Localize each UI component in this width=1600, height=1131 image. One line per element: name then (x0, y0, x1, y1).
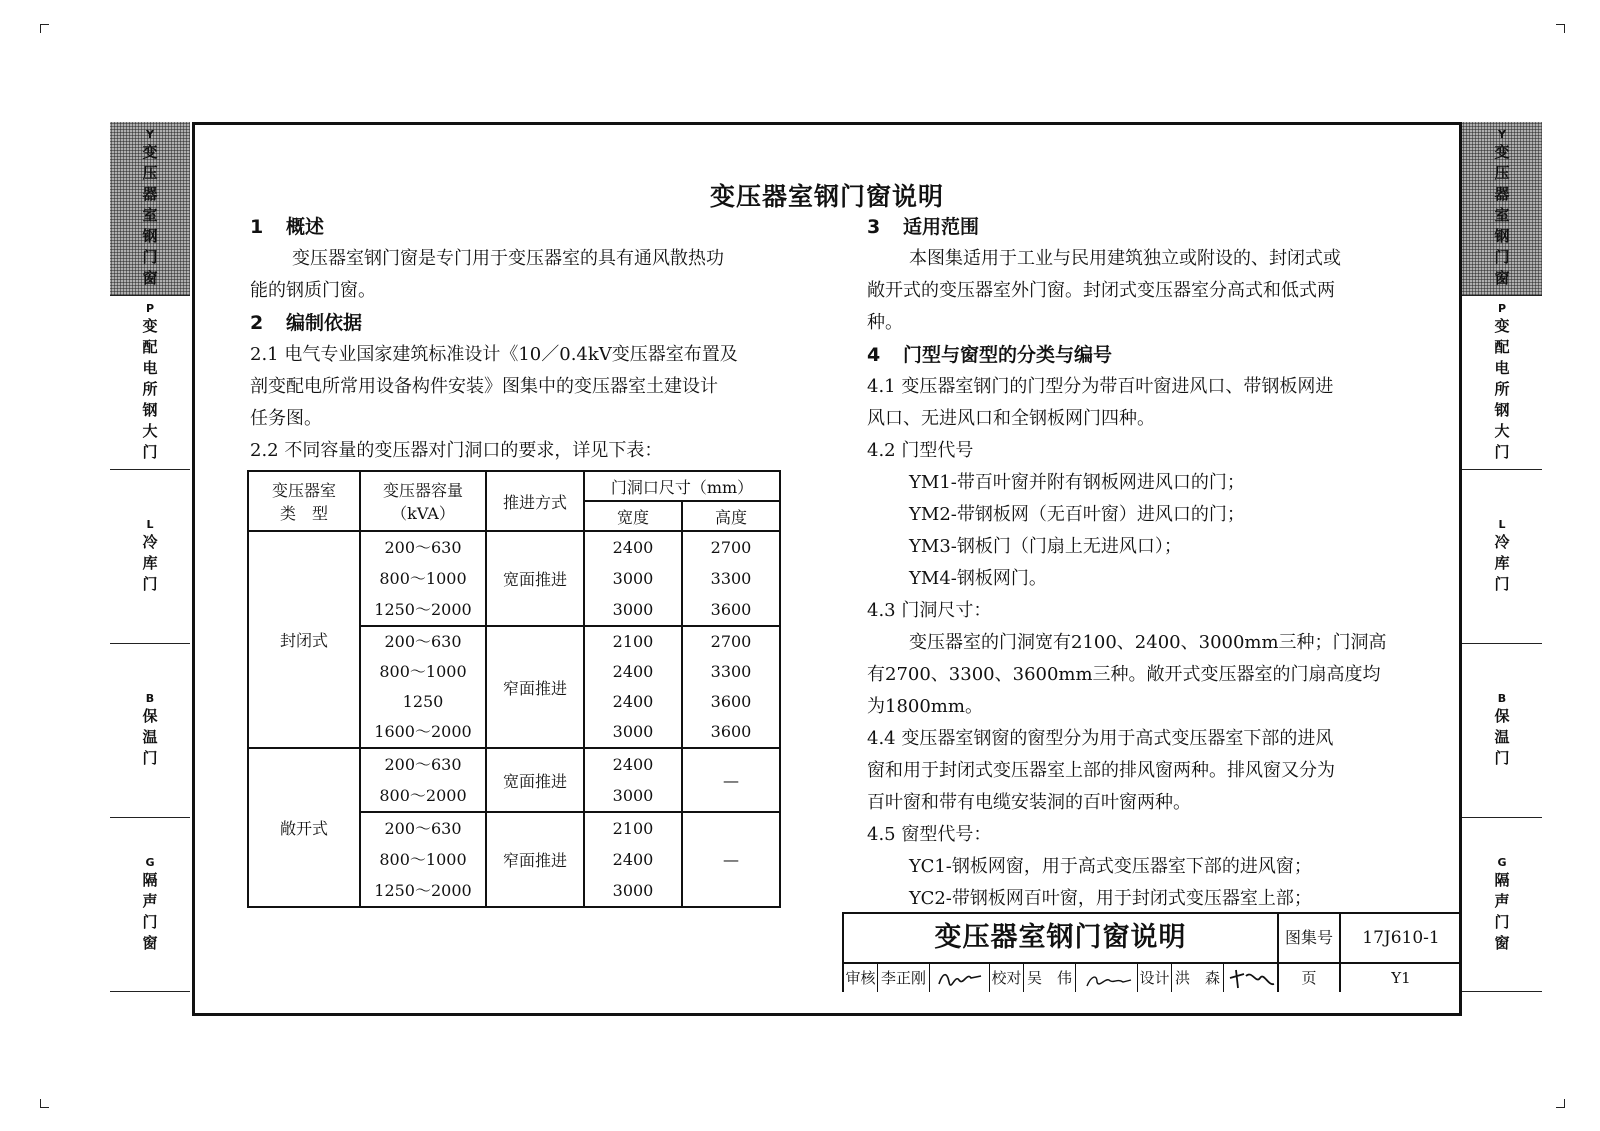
review-label: 审核 (844, 964, 878, 992)
width-cell: 2100 2400 3000 (584, 812, 682, 907)
checker-name: 吴 伟 (1024, 964, 1076, 992)
left-column (250, 211, 790, 467)
left-index-tabs (110, 122, 190, 1020)
atlas-number: 17J610-1 (1362, 928, 1440, 948)
basis-2-1-line1: 2.1 电气专业国家建筑标准设计《10／0.4kV变压器室布置及 (250, 344, 738, 365)
right-column (867, 211, 1407, 915)
tab-g-soundproof-door[interactable]: G 隔 声 门 窗 (1462, 818, 1542, 992)
push-method-cell: 窄面推进 (486, 626, 584, 748)
header-height: 高度 (682, 501, 780, 531)
door-opening-table (247, 470, 781, 908)
height-cell: 2700 3300 3600 3600 (682, 626, 780, 748)
push-method-cell: 宽面推进 (486, 531, 584, 626)
classification-4-5: 4.5 窗型代号： (867, 824, 992, 845)
door-size-text-cont: 有2700、3300、3600mm三种。敞开式变压器室的门扇高度均 (867, 664, 1381, 685)
title-block-title: 变压器室钢门窗说明 (844, 914, 1279, 962)
crop-mark-top-left (40, 24, 49, 33)
basis-2-1-line2: 剖变配电所常用设备构件安装》图集中的变压器室土建设计 (250, 376, 718, 397)
tab-l-cold-storage-door[interactable]: L 冷 库 门 (110, 470, 190, 644)
basis-2-2: 2.2 不同容量的变压器对门洞口的要求，详见下表： (250, 440, 663, 461)
reviewer-name: 李正刚 (878, 964, 930, 992)
tab-code: G (145, 855, 155, 869)
height-cell: — (682, 748, 780, 812)
header-push-method: 推进方式 (486, 471, 584, 531)
tab-code: B (145, 692, 155, 705)
push-method-cell: 窄面推进 (486, 812, 584, 907)
capacity-cell: 200～630 800～1000 1250～2000 (360, 531, 486, 626)
tab-code: P (145, 302, 155, 315)
tab-p-substation-door[interactable]: P 变 配 电 所 钢 大 门 (1462, 296, 1542, 470)
classification-4-1-cont: 风口、无进风口和全钢板网门四种。 (867, 408, 1155, 429)
tab-code: Y (1498, 128, 1506, 141)
crop-mark-top-right (1556, 24, 1565, 33)
width-cell: 2400 3000 3000 (584, 531, 682, 626)
type-enclosed: 封闭式 (248, 531, 360, 748)
signature-image (931, 964, 989, 992)
width-cell: 2100 2400 2400 3000 (584, 626, 682, 748)
design-label: 设计 (1138, 964, 1172, 992)
crop-mark-bottom-right (1556, 1099, 1565, 1108)
classification-4-3: 4.3 门洞尺寸： (867, 600, 992, 621)
tab-code: L (146, 518, 154, 531)
push-method-cell: 宽面推进 (486, 748, 584, 812)
door-code-ym4: YM4-钢板网门。 (909, 568, 1047, 589)
tab-b-insulated-door[interactable]: B 保 温 门 (110, 644, 190, 818)
classification-4-2: 4.2 门型代号 (867, 440, 974, 461)
classification-4-4: 4.4 变压器室钢窗的窗型分为用于高式变压器室下部的进风 (867, 728, 1334, 749)
tab-code: Y (146, 128, 154, 141)
door-size-text: 变压器室的门洞宽有2100、2400、3000mm三种；门洞高 (909, 632, 1387, 653)
table-row (248, 531, 780, 626)
reviewer-signature (930, 964, 990, 992)
height-cell: 2700 3300 3600 (682, 531, 780, 626)
section-heading-scope: 3 适用范围 (867, 216, 980, 238)
check-label: 校对 (990, 964, 1024, 992)
capacity-cell: 200～630 800～2000 (360, 748, 486, 812)
classification-4-1: 4.1 变压器室钢门的门型分为带百叶窗进风口、带钢板网进 (867, 376, 1334, 397)
overview-text-cont: 能的钢质门窗。 (250, 280, 376, 301)
designer-signature (1224, 964, 1279, 992)
table-row (248, 748, 780, 812)
door-code-ym3: YM3-钢板门（门扇上无进风口）； (909, 536, 1182, 557)
door-code-ym2: YM2-带钢板网（无百叶窗）进风口的门； (909, 504, 1245, 525)
tab-y-transformer-room[interactable]: Y 变 压 器 室 钢 门 窗 (110, 122, 190, 296)
header-width: 宽度 (584, 501, 682, 531)
tab-code: G (1497, 855, 1507, 869)
right-index-tabs (1462, 122, 1542, 1020)
designer-name: 洪 森 (1172, 964, 1224, 992)
page-label: 页 (1279, 964, 1341, 992)
title-block (842, 912, 1459, 992)
header-room-type: 变压器室 类 型 (248, 471, 360, 531)
header-opening-size: 门洞口尺寸（mm） (584, 471, 780, 501)
classification-4-4-cont: 窗和用于封闭式变压器室上部的排风窗两种。排风窗又分为 (867, 760, 1335, 781)
tab-g-soundproof-door[interactable]: G 隔 声 门 窗 (110, 818, 190, 992)
type-open: 敞开式 (248, 748, 360, 907)
tab-l-cold-storage-door[interactable]: L 冷 库 门 (1462, 470, 1542, 644)
door-code-ym1: YM1-带百叶窗并附有钢板网进风口的门； (909, 472, 1245, 493)
drawing-frame (192, 122, 1462, 1016)
signature-image (1077, 964, 1137, 992)
scope-text-cont: 种。 (867, 312, 903, 333)
window-code-yc2: YC2-带钢板网百叶窗，用于封闭式变压器室上部； (909, 888, 1312, 909)
page-title: 变压器室钢门窗说明 (709, 182, 944, 211)
section-heading-classification: 4 门型与窗型的分类与编号 (867, 344, 1113, 366)
page-number: Y1 (1391, 969, 1411, 987)
atlas-number-label: 图集号 (1279, 914, 1341, 962)
signature-image (1224, 964, 1278, 992)
scope-text-cont: 敞开式的变压器室外门窗。封闭式变压器室分高式和低式两 (867, 280, 1335, 301)
basis-2-1-line3: 任务图。 (250, 408, 322, 429)
classification-4-4-cont: 百叶窗和带有电缆安装洞的百叶窗两种。 (867, 792, 1191, 813)
tab-b-insulated-door[interactable]: B 保 温 门 (1462, 644, 1542, 818)
width-cell: 2400 3000 (584, 748, 682, 812)
checker-signature (1076, 964, 1138, 992)
tab-p-substation-door[interactable]: P 变 配 电 所 钢 大 门 (110, 296, 190, 470)
header-capacity: 变压器容量 （kVA） (360, 471, 486, 531)
height-cell: — (682, 812, 780, 907)
capacity-cell: 200～630 800～1000 1250～2000 (360, 812, 486, 907)
section-heading-basis: 2 编制依据 (250, 312, 363, 334)
tab-code: L (1498, 518, 1506, 531)
section-heading-overview: 1 概述 (250, 216, 325, 238)
scope-text: 本图集适用于工业与民用建筑独立或附设的、封闭式或 (909, 248, 1341, 269)
tab-code: P (1497, 302, 1507, 315)
window-code-yc1: YC1-钢板网窗，用于高式变压器室下部的进风窗； (909, 856, 1312, 877)
tab-y-transformer-room[interactable]: Y 变 压 器 室 钢 门 窗 (1462, 122, 1542, 296)
tab-code: B (1497, 692, 1507, 705)
overview-text: 变压器室钢门窗是专门用于变压器室的具有通风散热功 (292, 248, 724, 269)
door-size-text-cont: 为1800mm。 (867, 696, 983, 717)
capacity-cell: 200～630 800～1000 1250 1600～2000 (360, 626, 486, 748)
crop-mark-bottom-left (40, 1099, 49, 1108)
